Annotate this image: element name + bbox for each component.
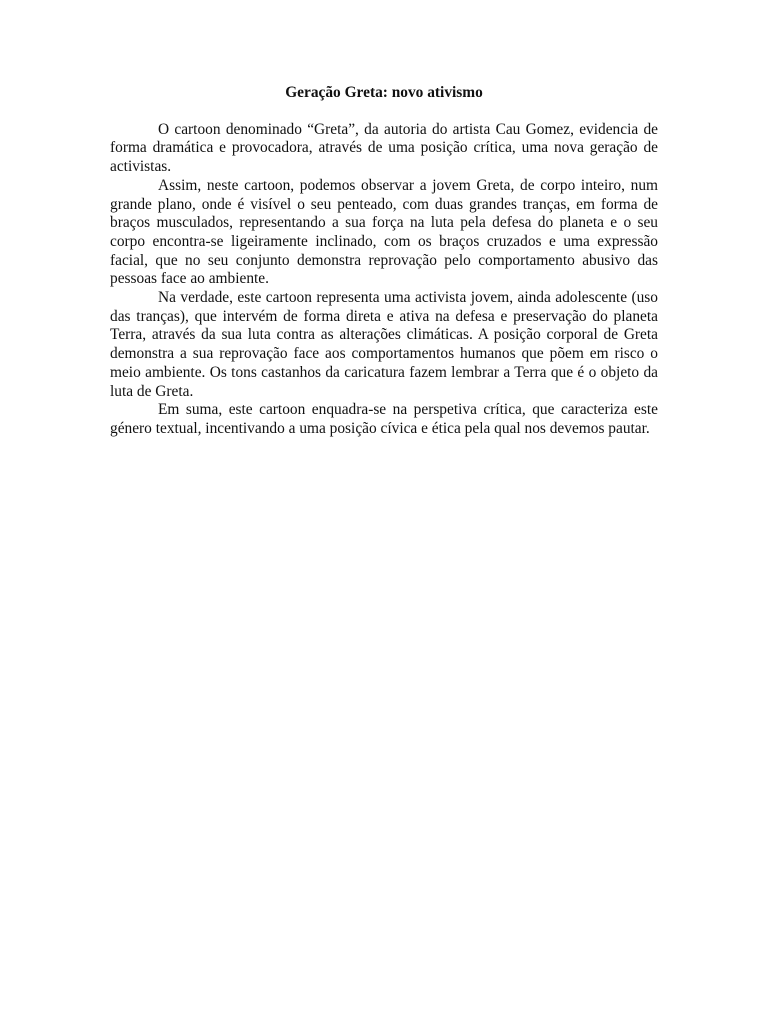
paragraph-1: O cartoon denominado “Greta”, da autoria do artista Cau Gomez, evidencia de forma dramática e provocadora, através de uma posição crítica, uma nova geração de activistas. — [110, 120, 658, 176]
document-title: Geração Greta: novo ativismo — [285, 84, 483, 101]
paragraph-3: Na verdade, este cartoon representa uma activista jovem, ainda adolescente (uso das tranças), que intervém de forma direta e ativa na defesa e preservação do planeta Terra, através da sua luta contra as alterações climáticas. A posição corporal de Greta demonstra a sua reprovação face aos comportamentos humanos que põem em risco o meio ambiente. Os tons castanhos da caricatura fazem lembrar a Terra que é o objeto da luta de Greta. — [110, 289, 658, 400]
document-page — [110, 84, 658, 439]
paragraph-4: Em suma, este cartoon enquadra-se na perspetiva crítica, que caracteriza este género textual, incentivando a uma posição cívica e ética pela qual nos devemos pautar. — [110, 401, 658, 437]
paragraph-2: Assim, neste cartoon, podemos observar a jovem Greta, de corpo inteiro, num grande plano, onde é visível o seu penteado, com duas grandes tranças, em forma de braços musculados, representando a sua força na luta pela defesa do planeta e o seu corpo encontra-se ligeiramente inclinado, com os braços cruzados e uma expressão facial, que no seu conjunto demonstra reprovação pelo comportamento abusivo das pessoas face ao ambiente. — [110, 176, 658, 288]
